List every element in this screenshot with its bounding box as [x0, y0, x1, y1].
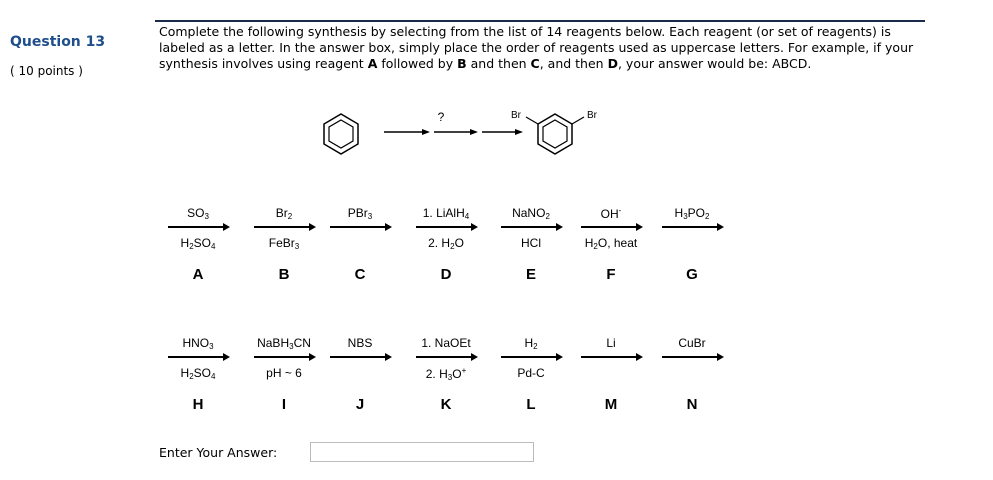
answer-label: Enter Your Answer:	[159, 445, 278, 460]
reagent-l-bottom: Pd-C	[517, 366, 545, 380]
reagent-i-top: NaBH$_3$CN	[257, 336, 311, 351]
reagent-letter-d: D	[440, 266, 452, 283]
bromo-label-right: Br	[587, 110, 597, 121]
reagent-n-arrow	[662, 356, 722, 358]
reagent-a-top: $SO_3$	[187, 206, 209, 221]
answer-input[interactable]	[310, 442, 534, 462]
bromo-label-left: Br	[511, 110, 521, 121]
reagent-letter-e: E	[525, 266, 536, 283]
question-title: Question 13	[10, 34, 106, 50]
reagent-letter-c: C	[354, 266, 366, 283]
reaction-arrows	[384, 129, 523, 135]
reagent-letter-m: M	[604, 396, 618, 413]
reagent-a-bottom: $H_2SO_4$	[180, 236, 216, 251]
reagent-d-bottom: 2. $H_2O$	[428, 236, 464, 251]
reagent-letter-k: K	[440, 396, 452, 413]
reagent-g-top: $H_3PO_2$	[674, 206, 710, 221]
reagent-h-bottom: $H_2SO_4$	[180, 366, 216, 381]
question-mark: ?	[437, 110, 445, 124]
reagent-i-arrow	[254, 356, 314, 358]
reagent-i-bottom: pH ~ 6	[266, 366, 302, 380]
reagent-j-arrow	[330, 356, 390, 358]
reagent-e-arrow	[501, 226, 561, 228]
synthesis-scheme	[0, 0, 993, 200]
reagent-b-arrow	[254, 226, 314, 228]
reagent-m-top: Li	[606, 336, 616, 350]
reagent-e-bottom: HCl	[521, 236, 541, 250]
reagent-f-arrow	[581, 226, 641, 228]
reagent-d-top: 1. LiAlH$_4$	[422, 206, 470, 221]
dibromobenzene-structure	[526, 114, 584, 154]
reagent-g-arrow	[662, 226, 722, 228]
reagent-d-arrow	[416, 226, 476, 228]
reagent-c-arrow	[330, 226, 390, 228]
reagent-l-arrow	[501, 356, 561, 358]
reagent-a-arrow	[168, 226, 228, 228]
reagent-letter-i: I	[281, 396, 287, 413]
reagent-h-arrow	[168, 356, 228, 358]
benzene-structure	[324, 114, 358, 154]
question-prompt: Complete the following synthesis by selecting from the list of 14 reagents below. Each reagent (or set of reagents) is labeled as a letter. In the answer box, simply place the order of reagents used as uppercase letters. For example, if your synthesis involves using reagent A followed by B and then C, and then D, your answer would be: ABCD.	[159, 24, 914, 71]
reagent-b-bottom: FeBr$_3$	[268, 236, 300, 251]
reagent-letter-h: H	[192, 396, 204, 413]
reagent-letter-n: N	[686, 396, 698, 413]
reagent-c-top: PBr$_3$	[347, 206, 373, 221]
reagent-letter-b: B	[278, 266, 290, 283]
reagent-n-top: CuBr	[678, 336, 706, 350]
reagent-l-top: $H_2$	[524, 336, 538, 351]
reagent-e-top: NaNO$_2$	[512, 206, 550, 221]
reagent-k-bottom: 2. $H_3O^+$	[425, 366, 467, 382]
reagent-k-arrow	[416, 356, 476, 358]
question-points: ( 10 points )	[10, 64, 83, 78]
reagent-k-top: 1. NaOEt	[421, 336, 471, 350]
reagent-b-top: $Br_2$	[275, 206, 293, 221]
reagent-letter-g: G	[686, 266, 698, 283]
reagent-letter-l: L	[526, 396, 536, 413]
reagent-letter-j: J	[355, 396, 365, 413]
reagent-h-top: $HNO_3$	[182, 336, 214, 351]
reagent-letter-f: F	[606, 266, 616, 283]
reagent-f-top: OH-	[600, 206, 622, 221]
reagent-m-arrow	[581, 356, 641, 358]
reagent-f-bottom: $H_2O$, heat	[584, 236, 638, 251]
reagent-j-top: NBS	[347, 336, 373, 350]
reagent-letter-a: A	[192, 266, 204, 283]
